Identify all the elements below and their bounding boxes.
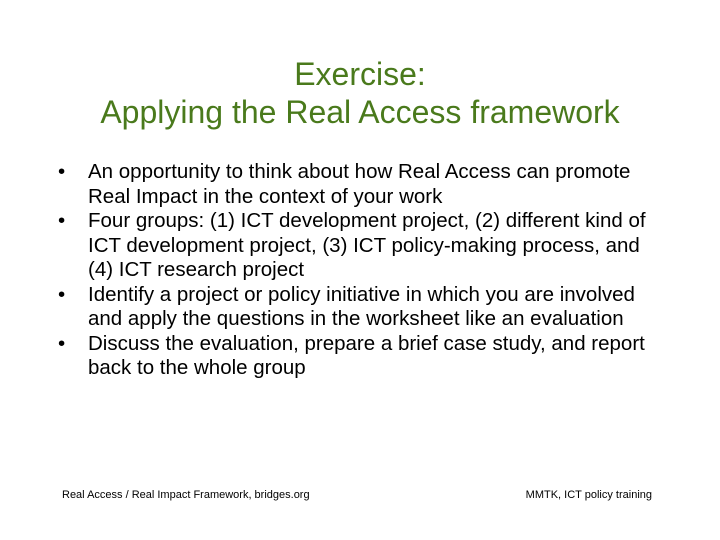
bullet-icon: • — [58, 209, 66, 232]
slide-title-line-2: Applying the Real Access framework — [100, 94, 620, 130]
bullet-item — [58, 283, 668, 332]
bullet-text: Discuss the evaluation, prepare a brief case study, and report back to the whole group — [88, 331, 645, 379]
footer-source: Real Access / Real Impact Framework, bridges.org — [62, 489, 310, 501]
slide-title-line-1: Exercise: — [294, 56, 426, 92]
bullet-icon: • — [58, 160, 66, 183]
slide-title — [40, 55, 680, 131]
bullet-item — [58, 332, 668, 381]
bullet-icon: • — [58, 282, 66, 306]
bullet-text: Four groups: (1) ICT development project, (2) different kind of ICT development project, (3) ICT policy-making process, and (4) ICT research project — [88, 209, 646, 281]
bullet-text: Identify a project or policy initiative in which you are involved and apply the questions in the worksheet like an evaluation — [88, 282, 635, 330]
bullet-text: An opportunity to think about how Real Access can promote Real Impact in the context of your work — [88, 160, 631, 208]
bullet-list — [58, 160, 668, 381]
footer-course: MMTK, ICT policy training — [525, 489, 652, 501]
bullet-item — [58, 160, 668, 209]
bullet-icon: • — [58, 331, 66, 355]
bullet-item — [58, 209, 668, 283]
